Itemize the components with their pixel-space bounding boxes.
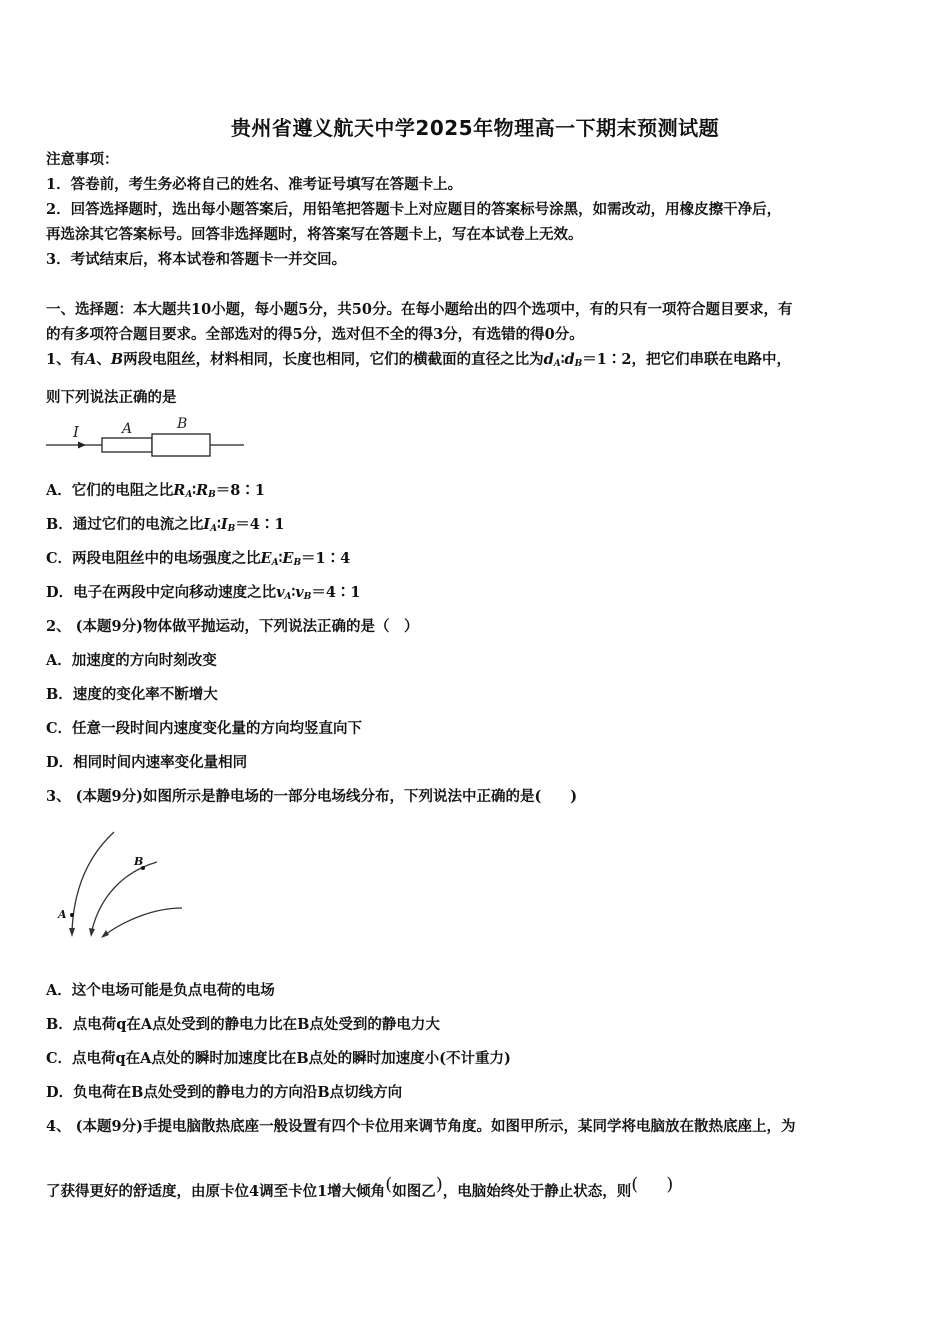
q4-answer-blank-close: ) bbox=[666, 1174, 674, 1195]
q1-option-a bbox=[46, 481, 906, 505]
section-1-intro-line-1: 一、选择题：本大题共10小题，每小题5分，共50分。在每小题给出的四个选项中，有的只有一项符合题目要求，有 bbox=[46, 301, 793, 318]
q3-option-d: D．负电荷在B点处受到的静电力的方向沿B点切线方向 bbox=[46, 1084, 403, 1101]
q1-option-b-sym: I bbox=[203, 516, 211, 533]
q4-stem-part: ，电脑始终处于静止状态，则 bbox=[442, 1183, 632, 1200]
q1-option-d-sym: v bbox=[276, 584, 285, 601]
section-1-intro-line-2: 的有多项符合题目要求。全部选对的得5分，选对但不全的得3分，有选错的得0分。 bbox=[46, 326, 584, 343]
q1-option-c-sub: A bbox=[271, 558, 279, 568]
q4-paren-close: ) bbox=[435, 1174, 443, 1195]
q1-option-c-value: ＝1∶4 bbox=[301, 550, 351, 567]
field-line-2-arrow-icon bbox=[89, 928, 95, 937]
q1-circuit-figure bbox=[44, 412, 248, 462]
q1-ratio-sep: ∶ bbox=[560, 351, 565, 368]
q1-option-d-sub: B bbox=[303, 592, 312, 602]
q2-stem: 2、 (本题9分)物体做平抛运动，下列说法正确的是（ ） bbox=[46, 618, 419, 635]
q1-option-a-sep: ∶ bbox=[192, 482, 197, 499]
q4-stem-line-1: 4、 (本题9分)手提电脑散热底座一般设置有四个卡位用来调节角度。如图甲所示，某同学将电脑放在散热底座上，为 bbox=[46, 1118, 796, 1135]
q1-sep: 、 bbox=[96, 351, 111, 368]
q4-paren-open: ( bbox=[385, 1174, 393, 1195]
q4-stem-part: 如图乙 bbox=[392, 1183, 436, 1200]
q4-stem-part: 了获得更好的舒适度，由原卡位4调至卡位1增大倾角 bbox=[46, 1183, 386, 1200]
q1-d-b: d bbox=[564, 351, 575, 368]
resistor-a bbox=[102, 438, 152, 452]
notice-heading: 注意事项： bbox=[46, 151, 119, 168]
q3-electric-field-figure bbox=[52, 826, 192, 946]
q1-stem-line-1 bbox=[46, 350, 906, 374]
q1-option-a-sub: A bbox=[185, 490, 193, 500]
q1-option-b bbox=[46, 515, 906, 539]
q1-option-a-value: ＝8∶1 bbox=[215, 482, 265, 499]
resistor-a-label: A bbox=[122, 421, 133, 437]
q1-symbol-a: A bbox=[85, 351, 97, 368]
page-title: 贵州省遵义航天中学2025年物理高一下期末预测试题 bbox=[230, 116, 720, 140]
q1-option-a-sym: R bbox=[196, 482, 209, 499]
q1-d-b-sub: B bbox=[574, 359, 583, 369]
point-a-dot bbox=[70, 913, 74, 917]
q2-option-b: B．速度的变化率不断增大 bbox=[46, 686, 218, 703]
q1-option-d-sym: v bbox=[295, 584, 304, 601]
notice-item-1: 1．答卷前，考生务必将自己的姓名、准考证号填写在答题卡上。 bbox=[46, 176, 463, 193]
resistor-b-label: B bbox=[177, 416, 188, 432]
q4-answer-blank-open: ( bbox=[631, 1174, 639, 1195]
q1-ratio: ＝1∶2，把它们串联在电路中， bbox=[582, 351, 791, 368]
point-b-label: B bbox=[134, 855, 144, 868]
current-label: I bbox=[73, 423, 79, 441]
q1-option-c bbox=[46, 549, 906, 573]
q4-stem-line-2 bbox=[46, 1174, 906, 1202]
notice-item-2: 2．回答选择题时，选出每小题答案后，用铅笔把答题卡上对应题目的答案标号涂黑，如需改动，用橡皮擦干净后， bbox=[46, 201, 782, 218]
field-line-1-arrow-icon bbox=[69, 928, 75, 937]
q1-option-d-sub: A bbox=[284, 592, 292, 602]
q1-option-b-sep: ∶ bbox=[217, 516, 221, 533]
q3-option-a: A．这个电场可能是负点电荷的电场 bbox=[46, 982, 275, 999]
q1-option-c-sub: B bbox=[293, 558, 302, 568]
field-line-2 bbox=[92, 862, 157, 930]
q1-option-d-value: ＝4∶1 bbox=[311, 584, 361, 601]
q2-option-a: A．加速度的方向时刻改变 bbox=[46, 652, 217, 669]
notice-item-3: 3．考试结束后，将本试卷和答题卡一并交回。 bbox=[46, 251, 347, 268]
q1-stem-part: 1、有 bbox=[46, 351, 86, 368]
q2-option-d: D．相同时间内速率变化量相同 bbox=[46, 754, 248, 771]
q1-option-c-sep: ∶ bbox=[278, 550, 283, 567]
q1-option-c-sym: E bbox=[282, 550, 294, 567]
field-line-3-arrow-icon bbox=[101, 930, 109, 938]
field-line-1 bbox=[72, 832, 114, 930]
q1-option-b-sub: B bbox=[227, 524, 236, 534]
q1-stem-part: 两段电阻丝，材料相同，长度也相同，它们的横截面的直径之比为 bbox=[123, 351, 544, 368]
q2-option-c: C．任意一段时间内速度变化量的方向均竖直向下 bbox=[46, 720, 363, 737]
q1-symbol-b: B bbox=[110, 351, 124, 368]
q1-d-a-sub: A bbox=[553, 359, 561, 369]
q1-option-d bbox=[46, 583, 906, 607]
q1-option-d-sep: ∶ bbox=[291, 584, 296, 601]
field-line-3 bbox=[106, 908, 182, 934]
q1-option-c-sym: E bbox=[260, 550, 272, 567]
q1-option-a-sub: B bbox=[208, 490, 216, 500]
q1-option-a-text: A．它们的电阻之比 bbox=[46, 482, 174, 499]
q1-option-b-value: ＝4∶1 bbox=[235, 516, 285, 533]
q1-option-a-sym: R bbox=[173, 482, 186, 499]
q1-option-d-text: D．电子在两段中定向移动速度之比 bbox=[46, 584, 277, 601]
resistor-b bbox=[152, 434, 210, 456]
q1-stem-line-2: 则下列说法正确的是 bbox=[46, 389, 177, 406]
current-arrow-icon bbox=[78, 442, 86, 449]
q1-option-c-text: C．两段电阻丝中的电场强度之比 bbox=[46, 550, 261, 567]
q1-option-b-sym: I bbox=[220, 516, 228, 533]
point-a-label: A bbox=[58, 908, 67, 921]
q3-option-c: C．点电荷q在A点处的瞬时加速度比在B点处的瞬时加速度小(不计重力) bbox=[46, 1050, 511, 1067]
q1-option-b-text: B．通过它们的电流之比 bbox=[46, 516, 204, 533]
q1-d-a: d bbox=[543, 351, 554, 368]
notice-item-2-cont: 再选涂其它答案标号。回答非选择题时，将答案写在答题卡上，写在本试卷上无效。 bbox=[46, 226, 583, 243]
q3-stem: 3、 (本题9分)如图所示是静电场的一部分电场线分布，下列说法中正确的是( ) bbox=[46, 788, 578, 805]
q1-option-b-sub: A bbox=[210, 524, 218, 534]
q3-option-b: B．点电荷q在A点处受到的静电力比在B点处受到的静电力大 bbox=[46, 1016, 440, 1033]
